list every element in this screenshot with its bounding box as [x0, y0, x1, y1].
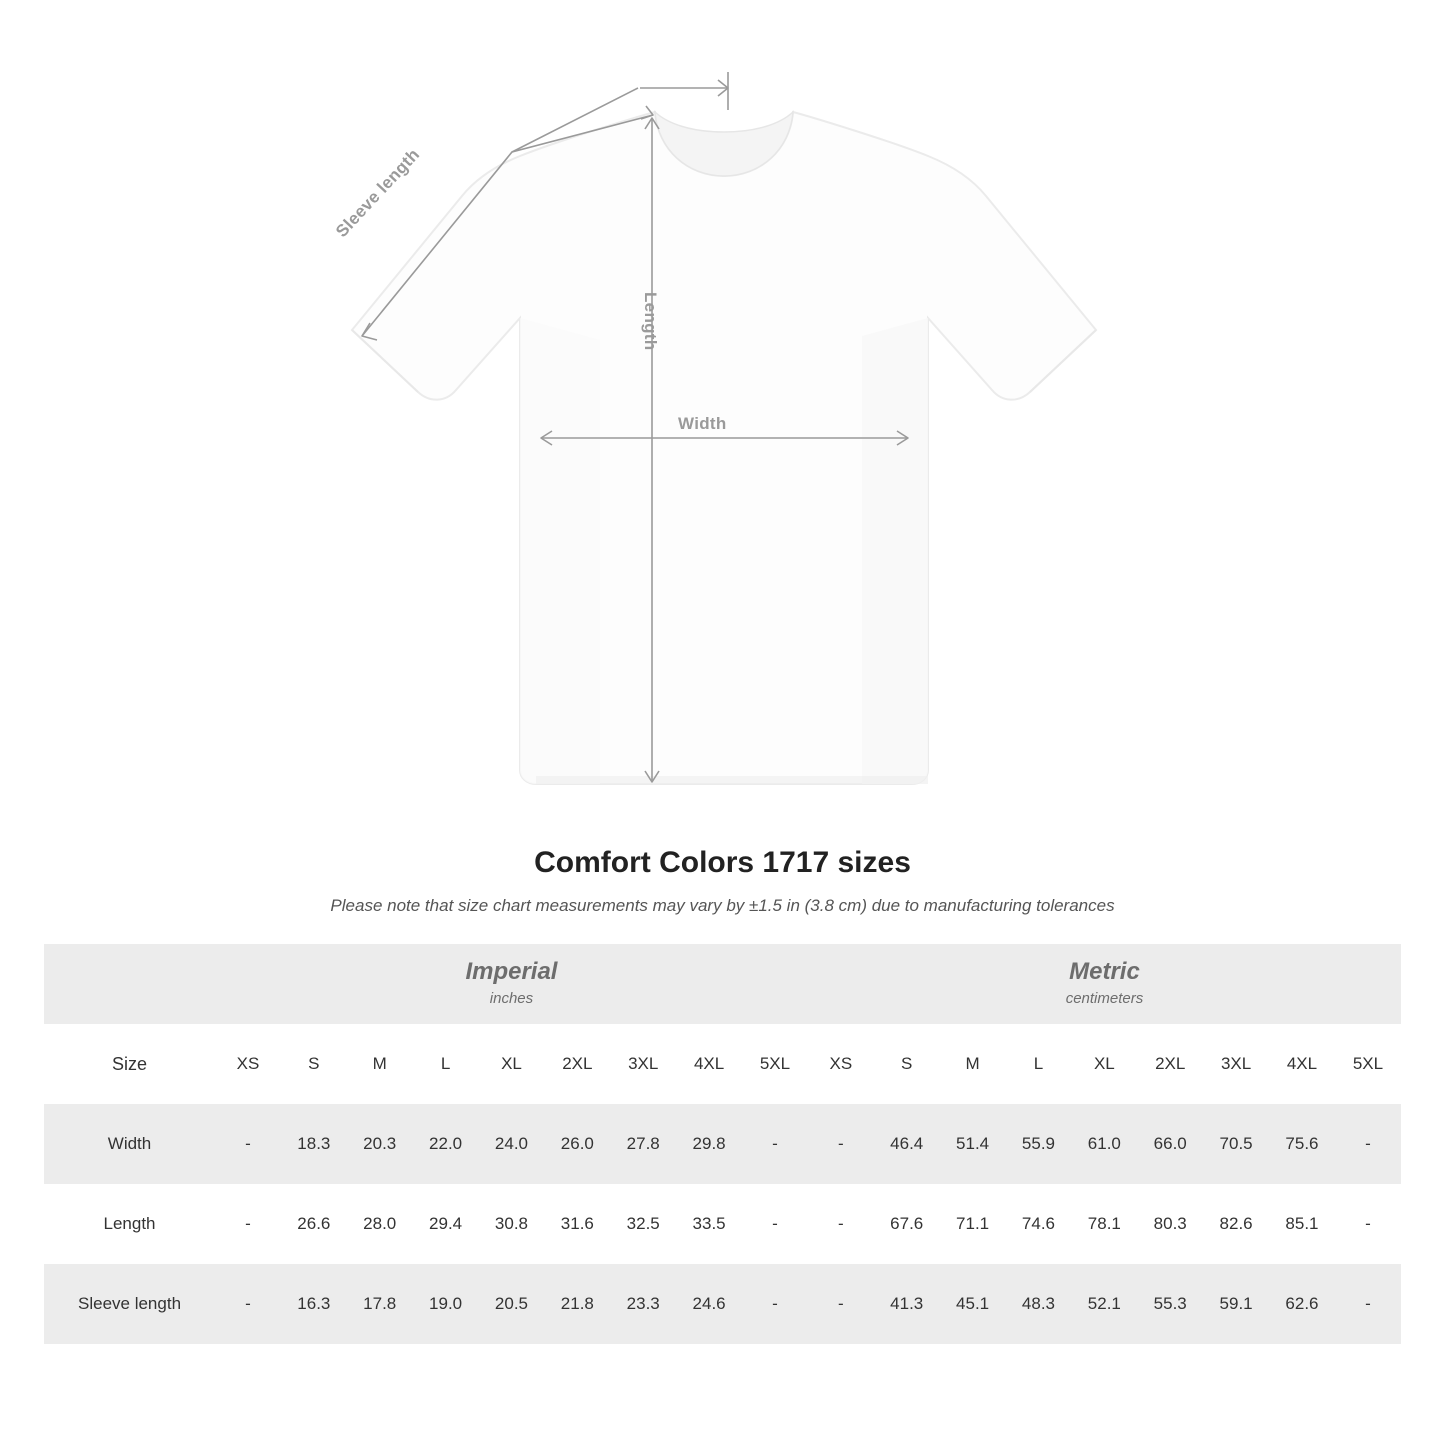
row-label-length: Length [44, 1184, 215, 1264]
cell-length-imperial-xl: 30.8 [479, 1184, 545, 1264]
header-size-imperial-l: L [413, 1024, 479, 1104]
header-size-metric-xs: XS [808, 1024, 874, 1104]
cell-sleeve-metric-xs: - [808, 1264, 874, 1344]
header-size-imperial-5xl: 5XL [742, 1024, 808, 1104]
cell-sleeve-imperial-s: 16.3 [281, 1264, 347, 1344]
cell-width-imperial-xs: - [215, 1104, 281, 1184]
metric-unit: centimeters [1065, 990, 1144, 1007]
cell-width-imperial-2xl: 26.0 [544, 1104, 610, 1184]
page-title: Comfort Colors 1717 sizes [534, 846, 911, 879]
cell-width-imperial-3xl: 27.8 [610, 1104, 676, 1184]
cell-width-metric-3xl: 70.5 [1203, 1104, 1269, 1184]
cell-width-metric-xl: 61.0 [1071, 1104, 1137, 1184]
header-size-metric-5xl: 5XL [1335, 1024, 1401, 1104]
cell-sleeve-metric-m: 45.1 [940, 1264, 1006, 1344]
header-size-imperial-xl: XL [479, 1024, 545, 1104]
cell-sleeve-imperial-3xl: 23.3 [610, 1264, 676, 1344]
width-dimension-label: Width [678, 414, 727, 433]
cell-length-metric-xs: - [808, 1184, 874, 1264]
cell-sleeve-imperial-5xl: - [742, 1264, 808, 1344]
header-size-metric-2xl: 2XL [1137, 1024, 1203, 1104]
cell-sleeve-imperial-xs: - [215, 1264, 281, 1344]
header-size-label: Size [44, 1024, 215, 1104]
header-size-metric-m: M [940, 1024, 1006, 1104]
cell-width-metric-s: 46.4 [874, 1104, 940, 1184]
cell-length-metric-m: 71.1 [940, 1184, 1006, 1264]
size-table-container [0, 944, 1445, 1344]
header-size-imperial-2xl: 2XL [544, 1024, 610, 1104]
header-size-metric-l: L [1006, 1024, 1072, 1104]
system-spacer-cell [44, 944, 215, 1024]
metric-label: Metric [1069, 958, 1140, 985]
cell-width-imperial-s: 18.3 [281, 1104, 347, 1184]
metric-system-cell [808, 944, 1401, 1024]
imperial-unit: inches [489, 990, 534, 1007]
cell-length-imperial-2xl: 31.6 [544, 1184, 610, 1264]
cell-length-metric-s: 67.6 [874, 1184, 940, 1264]
size-table [44, 944, 1401, 1344]
cell-sleeve-metric-xl: 52.1 [1071, 1264, 1137, 1344]
cell-length-imperial-s: 26.6 [281, 1184, 347, 1264]
cell-sleeve-imperial-xl: 20.5 [479, 1264, 545, 1344]
cell-sleeve-imperial-l: 19.0 [413, 1264, 479, 1344]
measurement-system-row [44, 944, 1401, 1024]
cell-sleeve-imperial-4xl: 24.6 [676, 1264, 742, 1344]
tolerance-note: Please note that size chart measurements may vary by ±1.5 in (3.8 cm) due to manufacturing tolerances [330, 896, 1115, 915]
cell-sleeve-metric-5xl: - [1335, 1264, 1401, 1344]
cell-sleeve-metric-s: 41.3 [874, 1264, 940, 1344]
cell-sleeve-metric-l: 48.3 [1006, 1264, 1072, 1344]
cell-width-imperial-xl: 24.0 [479, 1104, 545, 1184]
header-size-metric-s: S [874, 1024, 940, 1104]
row-label-sleeve-length: Sleeve length [44, 1264, 215, 1344]
cell-width-imperial-5xl: - [742, 1104, 808, 1184]
cell-width-metric-2xl: 66.0 [1137, 1104, 1203, 1184]
size-header-row [44, 1024, 1401, 1104]
header-size-imperial-m: M [347, 1024, 413, 1104]
cell-width-imperial-l: 22.0 [413, 1104, 479, 1184]
imperial-label: Imperial [465, 958, 558, 985]
header-size-metric-xl: XL [1071, 1024, 1137, 1104]
table-row [44, 1264, 1401, 1344]
table-row [44, 1184, 1401, 1264]
cell-length-metric-4xl: 85.1 [1269, 1184, 1335, 1264]
cell-sleeve-metric-4xl: 62.6 [1269, 1264, 1335, 1344]
length-dimension-label: Length [641, 292, 660, 351]
row-label-width: Width [44, 1104, 215, 1184]
cell-width-metric-4xl: 75.6 [1269, 1104, 1335, 1184]
cell-width-metric-5xl: - [1335, 1104, 1401, 1184]
cell-sleeve-metric-2xl: 55.3 [1137, 1264, 1203, 1344]
table-row [44, 1104, 1401, 1184]
cell-length-metric-5xl: - [1335, 1184, 1401, 1264]
header-size-imperial-xs: XS [215, 1024, 281, 1104]
cell-width-metric-xs: - [808, 1104, 874, 1184]
cell-length-imperial-3xl: 32.5 [610, 1184, 676, 1264]
cell-length-metric-2xl: 80.3 [1137, 1184, 1203, 1264]
cell-width-metric-m: 51.4 [940, 1104, 1006, 1184]
header-size-imperial-3xl: 3XL [610, 1024, 676, 1104]
imperial-system-cell [215, 944, 808, 1024]
header-size-metric-3xl: 3XL [1203, 1024, 1269, 1104]
cell-length-imperial-5xl: - [742, 1184, 808, 1264]
cell-length-metric-l: 74.6 [1006, 1184, 1072, 1264]
header-size-metric-4xl: 4XL [1269, 1024, 1335, 1104]
cell-width-imperial-m: 20.3 [347, 1104, 413, 1184]
cell-length-imperial-m: 28.0 [347, 1184, 413, 1264]
cell-width-metric-l: 55.9 [1006, 1104, 1072, 1184]
cell-length-imperial-xs: - [215, 1184, 281, 1264]
cell-length-imperial-l: 29.4 [413, 1184, 479, 1264]
cell-sleeve-imperial-m: 17.8 [347, 1264, 413, 1344]
header-size-imperial-s: S [281, 1024, 347, 1104]
header-size-imperial-4xl: 4XL [676, 1024, 742, 1104]
cell-sleeve-imperial-2xl: 21.8 [544, 1264, 610, 1344]
sleeve-length-dimension-label: Sleeve length [332, 144, 424, 241]
cell-width-imperial-4xl: 29.8 [676, 1104, 742, 1184]
cell-length-metric-xl: 78.1 [1071, 1184, 1137, 1264]
cell-length-metric-3xl: 82.6 [1203, 1184, 1269, 1264]
cell-length-imperial-4xl: 33.5 [676, 1184, 742, 1264]
cell-sleeve-metric-3xl: 59.1 [1203, 1264, 1269, 1344]
